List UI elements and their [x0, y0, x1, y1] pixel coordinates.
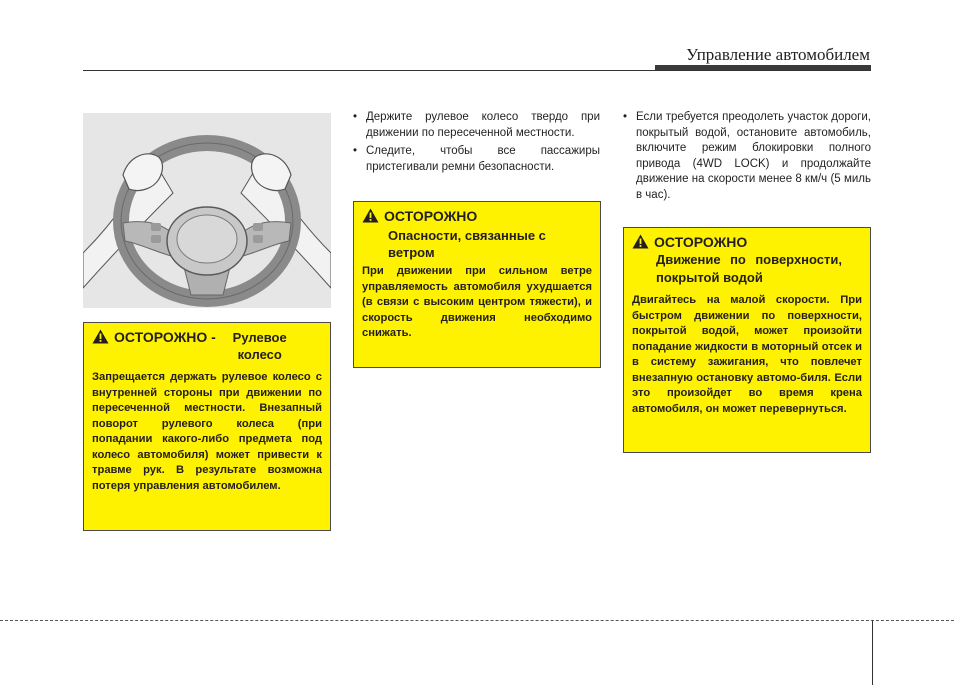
warning-steering-wheel [83, 322, 331, 531]
warning-body: Запрещается держать рулевое колесо с внутренней стороны при движении по пересеченной местности. Внезапный поворот рулевого колеса (при попадании какого-либо предмета под колесо автомобиля) может привести к травме рук. В результате возможна потеря управления автомобилем. [92, 371, 322, 492]
warning-title-row [362, 208, 592, 225]
list-item: • Следите, чтобы все пассажиры пристегивали ремни безопасности. [353, 145, 600, 173]
footer-vertical-rule [872, 620, 873, 685]
bullet-list [622, 110, 871, 206]
page-section-title: Управление автомобилем [686, 45, 870, 64]
steering-wheel-hands-image [83, 113, 331, 308]
warning-title-row [92, 329, 322, 363]
warning-body: При движении при сильном ветре управляемость автомобиля ухудшается (в связи с высоким центром тяжести), и скорость движения необходимо снижать. [362, 265, 592, 339]
warning-subtitle: Движение по поверхности, покрытой водой [656, 252, 842, 285]
warning-title: ОСТОРОЖНО [384, 208, 478, 224]
warning-body: Двигайтесь на малой скорости. При быстром движении по поверхности, покрытой водой, может произойти попадание жидкости в моторный отсек и в систему зажигания, что повлечет внезапную остановку автомо-биля. Если это произойдет во время крена автомобиля, он может перевернуться. [632, 294, 862, 415]
list-item: • Держите рулевое колесо твердо при движении по пересеченной местности. [353, 111, 600, 139]
warning-title: ОСТОРОЖНО - [114, 329, 220, 345]
warning-subtitle: Рулевое колесо [232, 330, 287, 362]
warning-title-row [632, 234, 862, 287]
warning-triangle-icon [362, 208, 379, 223]
warning-title: ОСТОРОЖНО [654, 234, 748, 250]
warning-triangle-icon [92, 329, 109, 363]
footer-dashed-rule [0, 620, 954, 621]
warning-wind [353, 201, 601, 368]
list-item: • Если требуется преодолеть участок дороги, покрытый водой, остановите автомобиль, включите режим блокировки полного привода (4WD LOCK) и продолжайте движение на скорости менее 8 км/ч (5 миль в час). [623, 111, 871, 201]
warning-water-crossing [623, 227, 871, 453]
header-divider [83, 70, 871, 71]
warning-subtitle: Опасности, связанные с ветром [388, 228, 546, 260]
warning-triangle-icon [632, 234, 649, 251]
bullet-list [352, 110, 600, 178]
